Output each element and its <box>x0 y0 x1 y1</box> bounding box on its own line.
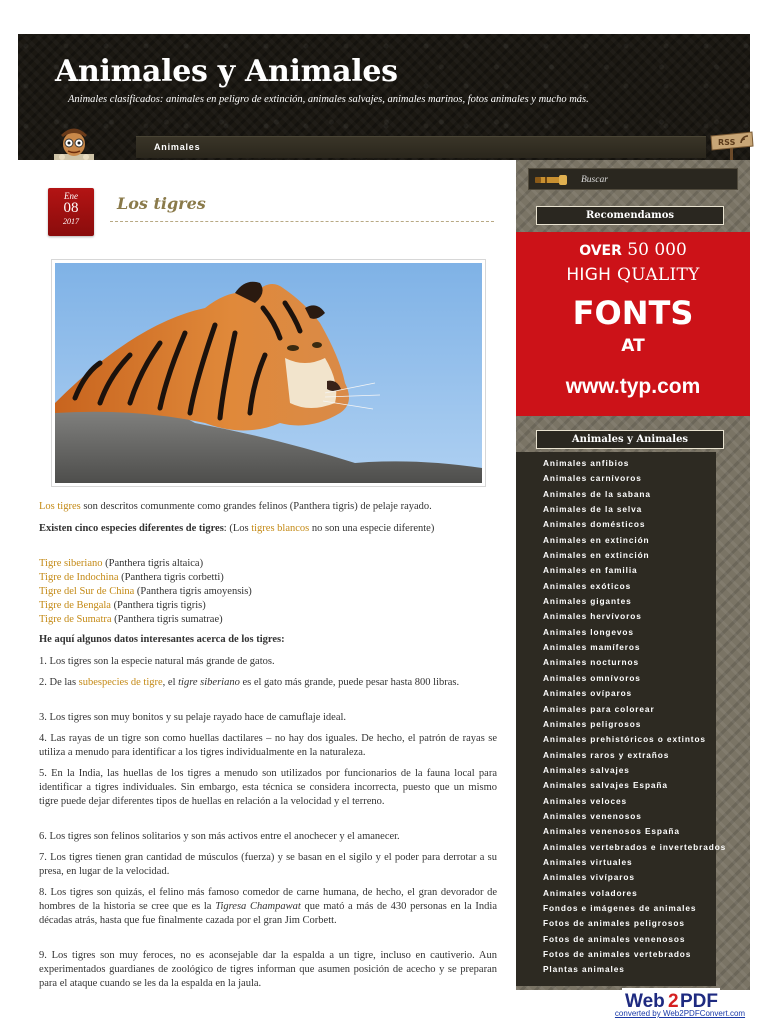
post-title[interactable]: Los tigres <box>117 194 206 213</box>
svg-text:PDF: PDF <box>680 991 718 1012</box>
fact-5: 5. En la India, las huellas de los tigres a menudo son utilizados por funcionarios de la fauna local para identificar a tigres individuales. Sin embargo, esta técnica se considera incorrecta, puesto que un mismo tigre puede dejar diferentes tipos de huellas en relación a la velocidad y el terreno. <box>39 768 497 807</box>
rss-icon[interactable] <box>708 130 756 160</box>
species-list <box>39 557 497 627</box>
facts-heading: He aquí algunos datos interesantes acerca de los tigres: <box>39 634 285 645</box>
category-item[interactable]: Animales raros y extraños <box>543 749 670 760</box>
category-item[interactable]: Fotos de animales vertebrados <box>543 949 692 959</box>
converted-by-link[interactable]: converted by Web2PDFConvert.com <box>614 1009 746 1018</box>
category-item[interactable]: Animales en extinción <box>543 550 650 561</box>
species-item: Tigre siberiano (Panthera tigris altaica) <box>39 558 204 569</box>
tiger-image <box>51 259 486 487</box>
link-subespecies[interactable]: subespecies de tigre <box>78 677 163 688</box>
category-item[interactable]: Plantas animales <box>543 964 625 975</box>
link-tigres-blancos[interactable]: tigres blancos <box>251 523 310 534</box>
sidebar <box>516 160 750 990</box>
category-item[interactable]: Animales peligrosos <box>543 718 642 729</box>
category-item[interactable]: Animales longevos <box>543 626 634 637</box>
category-item[interactable]: Animales ovíparos <box>543 688 633 699</box>
category-item[interactable]: Animales omnívoros <box>543 672 641 683</box>
title-divider <box>110 221 494 222</box>
link-tigre-bengala[interactable]: Tigre de Bengala <box>39 600 111 611</box>
category-item[interactable]: Fotos de animales venenosos <box>543 933 686 944</box>
site-description: Animales clasificados: animales en peligro de extinción, animales salvajes, animales marinos, fotos animales y mucho más. <box>68 94 589 105</box>
category-item[interactable]: Animales de la selva <box>543 504 643 515</box>
species-paragraph: Existen cinco especies diferentes de tigres: (Los tigres blancos no son una especie diferente) <box>39 523 435 534</box>
category-item[interactable]: Animales nocturnos <box>543 657 639 668</box>
nav-bar <box>136 136 706 158</box>
site-header <box>18 34 750 160</box>
search-box <box>528 168 738 190</box>
svg-text:Web: Web <box>625 991 665 1012</box>
tiger-photo <box>55 263 482 483</box>
species-item: Tigre del Sur de China (Panthera tigris amoyensis) <box>39 586 252 597</box>
category-item[interactable]: Fondos e imágenes de animales <box>543 902 697 913</box>
category-list <box>543 456 748 978</box>
intro-paragraph: Los tigres son descritos comunmente como grandes felinos (Panthera tigris) de pelaje rayado. <box>39 501 432 512</box>
fact-4: 4. Las rayas de un tigre son como huellas dactilares – no hay dos iguales. De hecho, el patrón de rayas se utiliza a menudo para identificar a los tigres individualmente en la naturaleza. <box>39 733 497 758</box>
link-tigre-indochina[interactable]: Tigre de Indochina <box>39 572 119 583</box>
category-item[interactable]: Animales voladores <box>543 887 638 898</box>
category-item[interactable]: Animales salvajes <box>543 764 630 775</box>
date-month: Ene <box>64 191 78 201</box>
fact-1: 1. Los tigres son la especie natural más grande de gatos. <box>39 656 275 667</box>
category-item[interactable]: Animales mamíferos <box>543 642 641 653</box>
link-tigre-sumatra[interactable]: Tigre de Sumatra <box>39 614 112 625</box>
ad-banner[interactable] <box>516 232 750 416</box>
category-item[interactable]: Animales hervívoros <box>543 611 642 622</box>
category-item[interactable]: Animales para colorear <box>543 703 655 714</box>
link-tigre-sur-china[interactable]: Tigre del Sur de China <box>39 586 135 597</box>
fact-3: 3. Los tigres son muy bonitos y su pelaje rayado hace de camuflaje ideal. <box>39 712 347 723</box>
category-item[interactable]: Animales vivíparos <box>543 872 635 883</box>
main-content <box>18 160 516 990</box>
spyglass-icon[interactable] <box>533 173 569 187</box>
date-day: 08 <box>63 200 79 216</box>
date-badge <box>48 188 94 236</box>
fact-2: 2. De las subespecies de tigre, el tigre siberiano es el gato más grande, puede pesar hasta 800 libras. <box>39 677 460 688</box>
category-item[interactable]: Animales salvajes España <box>543 780 668 791</box>
link-tigre-siberiano[interactable]: Tigre siberiano <box>39 558 103 569</box>
fact-7: 7. Los tigres tienen gran cantidad de músculos (fuerza) y se basan en el sigilo y el poder para derrotar a su presa, en lugar de la velocidad. <box>39 852 497 877</box>
ad-line-at: AT <box>621 336 645 356</box>
category-item[interactable]: Animales carnívoros <box>543 473 642 484</box>
category-item[interactable]: Animales virtuales <box>543 856 633 867</box>
date-year: 2017 <box>63 217 79 226</box>
widget-heading-recomendamos: Recomendamos <box>536 206 724 225</box>
category-item[interactable]: Animales vertebrados e invertebrados <box>543 841 727 852</box>
category-item[interactable]: Animales anfibios <box>543 458 630 468</box>
category-item[interactable]: Animales exóticos <box>543 580 632 591</box>
link-los-tigres[interactable]: Los tigres <box>39 501 81 512</box>
search-input[interactable] <box>581 172 731 187</box>
fact-8: 8. Los tigres son quizás, el felino más famoso comedor de carne humana, de hecho, el gran devorador de hombres de la historia se cree que es la Tigresa Champawat que mató a más de 430 personas en la India décadas atrás, hasta que fue finalmente cazada por el gran Jim Corbett. <box>39 887 497 926</box>
category-item[interactable]: Animales gigantes <box>543 596 632 607</box>
category-item[interactable]: Animales prehistóricos o extintos <box>543 734 706 745</box>
category-item[interactable]: Animales en familia <box>543 565 638 576</box>
ad-line-count: OVER 50 000 <box>579 240 687 260</box>
species-item: Tigre de Sumatra (Panthera tigris sumatrae) <box>39 614 223 625</box>
fact-6: 6. Los tigres son felinos solitarios y son más activos entre el anochecer y el amanecer. <box>39 831 400 842</box>
category-item[interactable]: Fotos de animales peligrosos <box>543 918 685 929</box>
nav-item-animales[interactable]: Animales <box>154 142 201 152</box>
widget-heading-categories: Animales y Animales <box>536 430 724 449</box>
species-item: Tigre de Bengala (Panthera tigris tigris) <box>39 600 206 611</box>
svg-text:2: 2 <box>668 991 679 1012</box>
ad-line-fonts: FONTS <box>572 294 694 332</box>
category-item[interactable]: Animales de la sabana <box>543 488 651 499</box>
ad-line-quality: HIGH QUALITY <box>566 265 700 285</box>
category-item[interactable]: Animales domésticos <box>543 519 646 530</box>
fact-9: 9. Los tigres son muy feroces, no es aconsejable dar la espalda a un tigre, incluso en cautiverio. Aun experimentados guardianes de zoológico de tigres informan que asumen posición de acecho y se preparan para el ataque cuando se les da la espalda en la jaula. <box>39 950 497 989</box>
category-item[interactable]: Animales en extinción <box>543 534 650 545</box>
category-item[interactable]: Animales venenosos España <box>543 826 680 837</box>
category-item[interactable]: Animales venenosos <box>543 810 642 821</box>
category-item[interactable]: Animales veloces <box>543 795 628 806</box>
rss-label: RSS <box>718 138 736 147</box>
site-title[interactable]: Animales y Animales <box>55 54 398 89</box>
mascot-icon <box>52 124 96 162</box>
ad-line-url: www.typ.com <box>565 375 701 398</box>
species-item: Tigre de Indochina (Panthera tigris corbetti) <box>39 572 224 583</box>
